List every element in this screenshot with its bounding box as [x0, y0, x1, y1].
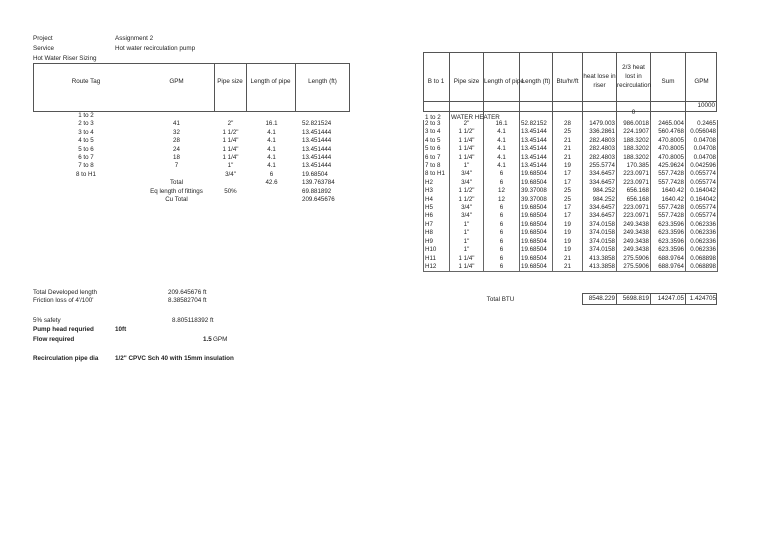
table-cell: 19.68504: [520, 179, 553, 187]
table-cell: 69.881892: [302, 187, 332, 195]
total-heat-lose: 8548.229: [588, 295, 615, 302]
tdl-label: Total Developed length: [33, 289, 98, 296]
table-cell: 3/4": [450, 212, 484, 220]
table-cell: 32: [173, 128, 180, 136]
table-cell: 4.1: [484, 154, 520, 162]
table-cell: 4.1: [267, 162, 276, 170]
table-cell: 12: [484, 196, 520, 204]
table-cell: 374.0158: [583, 229, 617, 237]
table-cell: 374.0158: [583, 238, 617, 246]
table-cell: 0.056048: [686, 128, 718, 136]
table-cell: 19: [553, 229, 583, 237]
table-cell: 374.0158: [583, 246, 617, 254]
table-cell: 560.4768: [651, 128, 686, 136]
table-cell: 223.0971: [617, 204, 651, 212]
table-cell: H12: [424, 263, 450, 272]
table-cell: 0.055774: [686, 204, 718, 212]
table-cell: 249.3438: [617, 221, 651, 229]
table-cell: [247, 188, 296, 196]
friction-label: Friction loss of 4'/100': [33, 297, 94, 304]
table-cell: 275.5906: [617, 255, 651, 263]
table-cell: 13.451444: [302, 128, 332, 136]
table-cell: 688.9764: [651, 255, 686, 263]
table-cell: 25: [553, 187, 583, 195]
table-cell: 623.3596: [651, 221, 686, 229]
table-cell: [247, 196, 296, 204]
table-cell: 0.04708: [686, 154, 718, 162]
table-cell: 413.3858: [583, 255, 617, 263]
left-header-pipe-size: Pipe size: [217, 78, 243, 85]
table-cell: 6 to 7: [78, 154, 94, 162]
table-cell: H8: [424, 229, 450, 237]
table-cell: 275.5906: [617, 263, 651, 272]
table-cell: [214, 179, 247, 187]
safety-label: 5% safety: [33, 317, 61, 324]
table-cell: 0.055774: [686, 212, 718, 220]
table-cell: 19.68504: [520, 263, 553, 272]
table-cell: 1": [450, 162, 484, 170]
table-cell: 5 to 6: [424, 145, 450, 153]
table-cell: 4.1: [484, 128, 520, 136]
right-header-pipe-size: Pipe size: [453, 78, 480, 85]
table-cell: 1": [450, 246, 484, 254]
table-cell: 282.4803: [583, 145, 617, 153]
table-cell: 50%: [224, 187, 237, 195]
table-cell: 1 1/4": [450, 255, 484, 263]
table-row: [424, 246, 718, 254]
table-cell: 223.0971: [617, 170, 651, 178]
table-row: [424, 154, 718, 162]
table-cell: 19: [553, 246, 583, 254]
table-cell: 19.68504: [520, 229, 553, 237]
table-cell: H5: [424, 204, 450, 212]
table-cell: 17: [553, 179, 583, 187]
table-cell: 4.1: [267, 137, 276, 145]
right-gpm-top: 10000: [697, 102, 715, 109]
table-row: [33, 120, 350, 128]
table-row: [424, 128, 718, 136]
table-cell: 413.3858: [583, 263, 617, 272]
table-cell: 623.3596: [651, 246, 686, 254]
table-cell: 0.04708: [686, 145, 718, 153]
table-cell: 374.0158: [583, 221, 617, 229]
table-row: [424, 187, 718, 195]
table-cell: 0.042596: [686, 162, 718, 170]
table-cell: 13.45144: [520, 162, 553, 170]
project-label: Project: [33, 35, 53, 42]
table-cell: 8 to H1: [76, 170, 96, 178]
table-cell: 1 1/2": [450, 187, 484, 195]
table-cell: 3/4": [450, 204, 484, 212]
table-cell: 1 1/4": [222, 145, 239, 153]
table-cell: 1 1/4": [222, 154, 239, 162]
table-cell: 334.6457: [583, 212, 617, 220]
table-cell: 6: [269, 170, 274, 178]
table-cell: 1 1/2": [222, 128, 239, 136]
table-cell: 13.45144: [520, 145, 553, 153]
table-cell: 28: [173, 137, 180, 145]
table-cell: [33, 188, 139, 196]
table-cell: 656.168: [617, 196, 651, 204]
left-table: [33, 112, 350, 204]
table-cell: 13.45144: [520, 137, 553, 145]
table-cell: 557.7428: [651, 170, 686, 178]
table-cell: 6: [484, 246, 520, 254]
table-cell: 6: [484, 179, 520, 187]
table-cell: 6: [484, 204, 520, 212]
table-cell: 17: [553, 212, 583, 220]
flow-value: 1.5: [203, 336, 212, 343]
table-cell: 336.2861: [583, 128, 617, 136]
table-row: [33, 112, 350, 120]
table-cell: [33, 179, 139, 187]
table-cell: 3 to 4: [424, 128, 450, 136]
table-cell: 25: [553, 128, 583, 136]
table-cell: 1640.42: [651, 196, 686, 204]
table-row: [33, 146, 350, 154]
table-cell: 334.6457: [583, 204, 617, 212]
left-header-length-ft: Length (ft): [308, 78, 337, 85]
pump-head-value: 10ft: [115, 326, 127, 333]
table-row: [33, 129, 350, 137]
table-row: [33, 196, 350, 204]
table-cell: 19.68504: [520, 170, 553, 178]
table-cell: 0.055774: [686, 179, 718, 187]
service-label: Service: [33, 45, 54, 52]
table-cell: 334.6457: [583, 179, 617, 187]
pipe-dia-value: 1/2" CPVC Sch 40 with 15mm insulation: [115, 355, 234, 362]
table-cell: 4.1: [484, 137, 520, 145]
table-cell: 16.1: [265, 120, 278, 128]
table-cell: 249.3438: [617, 238, 651, 246]
table-cell: 1 1/2": [450, 128, 484, 136]
right-header-sum: Sum: [661, 78, 675, 85]
table-cell: 16.1: [484, 120, 520, 128]
table-cell: H10: [424, 246, 450, 254]
table-cell: H9: [424, 238, 450, 246]
table-cell: 470.8005: [651, 154, 686, 162]
safety-value: 8.805118392 ft: [172, 317, 214, 324]
table-cell: 4 to 5: [424, 137, 450, 145]
table-cell: 2": [450, 120, 484, 128]
table-cell: 7: [174, 162, 179, 170]
table-cell: 52.821524: [302, 120, 332, 128]
table-cell: 2": [227, 120, 234, 128]
table-cell: 2465.004: [651, 120, 686, 128]
table-cell: 3/4": [225, 170, 236, 178]
table-cell: Total: [169, 179, 184, 187]
table-cell: 6: [484, 238, 520, 246]
table-cell: 282.4803: [583, 154, 617, 162]
table-cell: 656.168: [617, 187, 651, 195]
table-cell: 19.68504: [520, 221, 553, 229]
table-cell: 0.062336: [686, 238, 718, 246]
table-row: [33, 162, 350, 170]
table-cell: 249.3438: [617, 246, 651, 254]
table-row: [424, 255, 718, 263]
table-cell: 0.062336: [686, 246, 718, 254]
table-cell: H2: [424, 179, 450, 187]
project-value: Assignment 2: [115, 35, 154, 42]
table-cell: 1 1/2": [450, 196, 484, 204]
table-row: [424, 170, 718, 178]
pipe-dia-label: Recirculation pipe dia: [33, 355, 99, 362]
table-row: [424, 137, 718, 145]
table-cell: 0.062336: [686, 221, 718, 229]
table-cell: 4 to 5: [78, 137, 94, 145]
total-sum: 14247.05: [657, 295, 684, 302]
right-header-gpm: GPM: [694, 78, 709, 85]
table-row: [424, 162, 718, 170]
table-cell: 19.68504: [520, 255, 553, 263]
table-cell: 188.3202: [617, 145, 651, 153]
table-row: [424, 229, 718, 237]
table-cell: 21: [553, 263, 583, 272]
table-cell: 1": [227, 162, 234, 170]
table-row: [424, 212, 718, 220]
table-cell: 28: [553, 120, 583, 128]
table-cell: 223.0971: [617, 212, 651, 220]
table-cell: H11: [424, 255, 450, 263]
table-cell: H4: [424, 196, 450, 204]
table-cell: 1 1/4": [450, 145, 484, 153]
table-cell: 41: [173, 120, 180, 128]
table-row: [424, 238, 718, 246]
sizing-title: Hot Water Riser Sizing: [33, 55, 97, 62]
table-cell: 557.7428: [651, 179, 686, 187]
left-header-gpm: GPM: [169, 78, 184, 85]
water-heater-label: WATER HEATER: [451, 114, 500, 121]
table-cell: 3/4": [450, 170, 484, 178]
table-cell: [214, 112, 247, 120]
table-cell: H6: [424, 212, 450, 220]
table-cell: [214, 196, 247, 204]
table-cell: 4.1: [267, 128, 276, 136]
table-cell: 1": [450, 229, 484, 237]
table-cell: 19: [553, 162, 583, 170]
table-cell: 19.68504: [302, 170, 328, 178]
table-cell: 470.8005: [651, 137, 686, 145]
table-cell: 557.7428: [651, 204, 686, 212]
table-cell: 52.82152: [520, 120, 553, 128]
table-row: [424, 204, 718, 212]
table-row: [33, 179, 350, 187]
right-header-length-of-pipe: Length of pipe: [484, 78, 524, 85]
table-row: [424, 179, 718, 187]
table-cell: 0.068898: [686, 255, 718, 263]
table-cell: 19.68504: [520, 246, 553, 254]
table-cell: [247, 112, 296, 120]
table-cell: 223.0971: [617, 179, 651, 187]
pump-head-label: Pump head requried: [33, 326, 94, 333]
service-value: Hot water recirculation pump: [115, 45, 196, 52]
table-cell: 19.68504: [520, 204, 553, 212]
table-cell: [139, 112, 214, 120]
table-cell: 0.04708: [686, 137, 718, 145]
table-cell: 13.451444: [302, 137, 332, 145]
table-cell: 170.385: [617, 162, 651, 170]
table-cell: 1 1/4": [450, 154, 484, 162]
table-cell: 12: [484, 187, 520, 195]
table-cell: Eq length of fittings: [150, 187, 203, 195]
table-cell: 17: [553, 204, 583, 212]
table-row: [424, 145, 718, 153]
table-cell: [33, 196, 139, 204]
table-cell: 6: [484, 229, 520, 237]
table-cell: 7 to 8: [78, 162, 94, 170]
table-cell: 17: [553, 170, 583, 178]
table-cell: 0.164042: [686, 187, 718, 195]
table-cell: 19: [553, 221, 583, 229]
table-cell: 4.1: [267, 154, 276, 162]
table-cell: 0.062336: [686, 229, 718, 237]
table-cell: 623.3596: [651, 238, 686, 246]
table-cell: 6 to 7: [424, 154, 450, 162]
table-cell: 984.252: [583, 196, 617, 204]
table-cell: 1": [450, 221, 484, 229]
table-cell: 8 to H1: [424, 170, 450, 178]
table-cell: 470.8005: [651, 145, 686, 153]
right-header-recirculation: 2/3 heat lost in recirculation: [617, 64, 651, 89]
table-cell: 4.1: [484, 162, 520, 170]
table-cell: 623.3596: [651, 229, 686, 237]
table-cell: 255.5774: [583, 162, 617, 170]
table-cell: 13.451444: [302, 145, 332, 153]
table-cell: 188.3202: [617, 154, 651, 162]
table-cell: 2 to 3: [424, 120, 450, 128]
table-cell: [139, 171, 214, 179]
right-row-1-to-2: 1 to 2: [425, 114, 441, 121]
table-cell: 6: [484, 221, 520, 229]
table-cell: 209.645676: [302, 196, 335, 204]
table-cell: 1": [450, 238, 484, 246]
table-cell: 13.45144: [520, 154, 553, 162]
table-cell: 39.37008: [520, 187, 553, 195]
table-cell: 24: [173, 145, 180, 153]
table-cell: 18: [173, 154, 180, 162]
table-cell: 0.068898: [686, 263, 718, 272]
table-row: [33, 137, 350, 145]
table-cell: 19.68504: [520, 212, 553, 220]
table-cell: 6: [484, 255, 520, 263]
table-cell: 249.3438: [617, 229, 651, 237]
right-zero-top: 0: [631, 109, 636, 116]
table-cell: 1 1/4": [450, 263, 484, 272]
table-row: [424, 263, 718, 272]
table-cell: 6: [484, 170, 520, 178]
table-cell: 7 to 8: [424, 162, 450, 170]
flow-unit: GPM: [213, 336, 228, 343]
right-header-b-to-1: B to 1: [427, 78, 445, 85]
table-cell: 21: [553, 137, 583, 145]
table-cell: 224.1907: [617, 128, 651, 136]
table-cell: 188.3202: [617, 137, 651, 145]
table-cell: H7: [424, 221, 450, 229]
table-cell: Cu Total: [165, 196, 188, 204]
table-cell: 21: [553, 255, 583, 263]
table-cell: 1 1/4": [450, 137, 484, 145]
left-header-route: Route Tag: [71, 78, 101, 85]
table-cell: 2 to 3: [78, 120, 94, 128]
table-cell: 21: [553, 145, 583, 153]
table-cell: 139.763784: [302, 179, 335, 187]
total-recirculation: 5698.819: [622, 295, 649, 302]
table-cell: 19: [553, 238, 583, 246]
table-cell: 984.252: [583, 187, 617, 195]
table-cell: 557.7428: [651, 212, 686, 220]
table-cell: H3: [424, 187, 450, 195]
table-cell: 1 1/4": [222, 137, 239, 145]
table-cell: 39.37008: [520, 196, 553, 204]
table-row: [424, 196, 718, 204]
table-cell: 19.68504: [520, 238, 553, 246]
table-cell: 4.1: [484, 145, 520, 153]
table-cell: 21: [553, 154, 583, 162]
table-cell: 25: [553, 196, 583, 204]
table-cell: 1479.003: [583, 120, 617, 128]
table-cell: 6: [484, 263, 520, 272]
table-cell: [296, 112, 350, 120]
total-btu-label: Total BTU: [486, 296, 515, 303]
table-cell: 0.055774: [686, 170, 718, 178]
right-header-length-ft: Length (ft): [521, 78, 551, 85]
table-cell: 42.6: [265, 179, 278, 187]
table-cell: 6: [484, 212, 520, 220]
friction-value: 8.38582704 ft: [168, 297, 207, 304]
table-cell: 3/4": [450, 179, 484, 187]
right-table: [423, 120, 718, 272]
total-gpm: 1.424705: [689, 295, 716, 302]
table-cell: 688.9764: [651, 263, 686, 272]
table-cell: 986.0018: [617, 120, 651, 128]
table-cell: 1 to 2: [78, 112, 94, 119]
table-cell: 425.9624: [651, 162, 686, 170]
table-cell: 282.4803: [583, 137, 617, 145]
table-row: [424, 120, 718, 128]
table-row: [424, 221, 718, 229]
table-cell: 4.1: [267, 145, 276, 153]
table-cell: 13.451444: [302, 162, 332, 170]
table-cell: 1640.42: [651, 187, 686, 195]
table-row: [33, 154, 350, 162]
flow-label: Flow required: [33, 336, 75, 343]
table-cell: 5 to 6: [78, 145, 94, 153]
table-cell: 13.451444: [302, 154, 332, 162]
table-cell: 334.6457: [583, 170, 617, 178]
table-cell: 0.2465: [686, 120, 718, 128]
table-cell: 13.45144: [520, 128, 553, 136]
table-row: [33, 188, 350, 196]
table-cell: 3 to 4: [78, 128, 94, 136]
tdl-value: 209.645676 ft: [168, 289, 207, 296]
right-header-btu: Btu/hr/ft: [556, 78, 579, 85]
left-header-box: [33, 63, 350, 112]
right-header-heat-lose: heat lose in riser: [583, 73, 616, 89]
left-header-length-of-pipe: Length of pipe: [250, 78, 291, 85]
table-cell: 0.164042: [686, 196, 718, 204]
table-row: [33, 171, 350, 179]
